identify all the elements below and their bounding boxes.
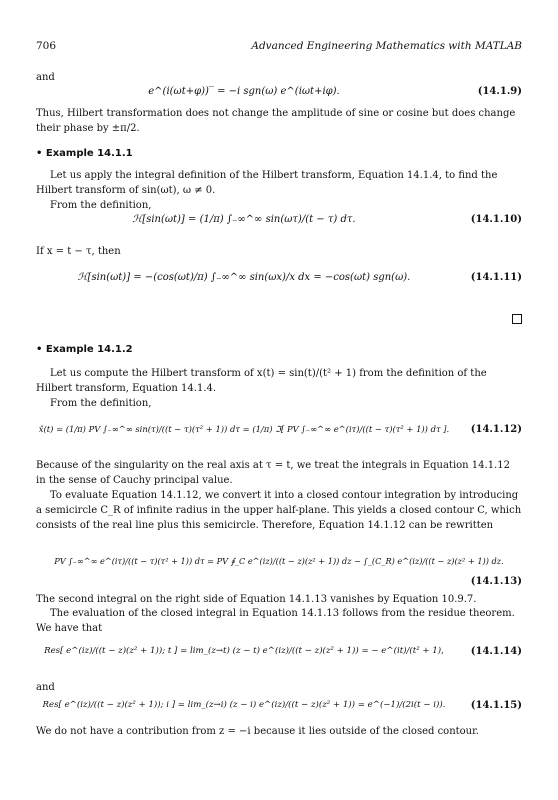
paragraph: and	[36, 72, 55, 83]
equation-body: Res[ e^(iz)/((t − z)(z² + 1)); i ] = lim_(z→i) (z − i) e^(iz)/((t − z)(z² + 1)) = e^(−1)/(2i(t − i)).	[42, 700, 446, 710]
paragraph: The evaluation of the closed integral in Equation 14.1.13 follows from the residue theorem. We have that	[36, 608, 515, 634]
equation-body: Res[ e^(iz)/((t − z)(z² + 1)); t ] = lim_(z→t) (z − t) e^(iz)/((t − z)(z² + 1)) = − e^(it)/(t² + 1),	[44, 646, 444, 656]
equation-number: (14.1.12)	[470, 424, 522, 435]
equation-14-1-12	[36, 424, 522, 442]
equation-14-1-11	[36, 272, 522, 290]
paragraph: From the definition,	[50, 200, 152, 211]
running-header	[36, 40, 522, 56]
paragraph: If x = t − τ, then	[36, 246, 121, 257]
paragraph: Let us apply the integral definition of the Hilbert transform, Equation 14.1.4, to find the Hilbert transform of sin(ωt), ω ≠ 0.	[36, 170, 498, 196]
equation-number: (14.1.15)	[470, 700, 522, 711]
example-heading: • Example 14.1.2	[36, 344, 133, 355]
equation-14-1-10	[36, 214, 522, 232]
qed-symbol	[512, 314, 522, 324]
equation-14-1-13	[36, 556, 522, 587]
paragraph: To evaluate Equation 14.1.12, we convert it into a closed contour integration by introducing a semicircle C_R of infinite radius in the upper half-plane. This yields a closed contour C, which consists of the real line plus this semicircle. Therefore, Equation 14.1.12 can be rewritten	[36, 490, 522, 531]
paragraph: We do not have a contribution from z = −i because it lies outside of the closed contour.	[36, 726, 479, 737]
equation-body: ℋ[sin(ωt)] = (1/π) ∫₋∞^∞ sin(ωτ)/(t − τ) dτ.	[132, 214, 356, 225]
equation-number: (14.1.11)	[470, 272, 522, 283]
paragraph: The second integral on the right side of Equation 14.1.13 vanishes by Equation 10.9.7.	[36, 594, 477, 605]
paragraph: From the definition,	[50, 398, 152, 409]
equation-body: e^(i(ωt+φ))‾ = −i sgn(ω) e^(iωt+iφ).	[148, 86, 340, 97]
example-heading: • Example 14.1.1	[36, 148, 133, 159]
equation-body: x̂(t) = (1/π) PV ∫₋∞^∞ sin(τ)/((t − τ)(τ² + 1)) dτ = (1/π) ℑ[ PV ∫₋∞^∞ e^(iτ)/((t − τ)(τ² + 1)) dτ ].	[38, 424, 450, 434]
equation-number: (14.1.14)	[470, 646, 522, 657]
page-number: 706	[36, 40, 57, 52]
equation-number: (14.1.10)	[470, 214, 522, 225]
equation-14-1-15	[36, 700, 522, 718]
paragraph: Let us compute the Hilbert transform of x(t) = sin(t)/(t² + 1) from the definition of the Hilbert transform, Equation 14.1.4.	[36, 368, 487, 394]
paragraph: and	[36, 682, 55, 693]
equation-number: (14.1.13)	[470, 576, 522, 587]
equation-14-1-9	[36, 86, 522, 104]
equation-14-1-14	[36, 646, 522, 664]
equation-body: PV ∫₋∞^∞ e^(iτ)/((t − τ)(τ² + 1)) dτ = PV ∮_C e^(iz)/((t − z)(z² + 1)) dz − ∫_(C_R) e^(iz)/((t − z)(z² + 1)) dz.	[54, 556, 504, 566]
paragraph: Thus, Hilbert transformation does not change the amplitude of sine or cosine but does change their phase by ±π/2.	[36, 108, 516, 134]
equation-number: (14.1.9)	[477, 86, 522, 97]
book-title: Advanced Engineering Mathematics with MATLAB	[251, 40, 522, 52]
equation-body: ℋ[sin(ωt)] = −(cos(ωt)/π) ∫₋∞^∞ sin(ωx)/x dx = −cos(ωt) sgn(ω).	[77, 272, 411, 283]
paragraph: Because of the singularity on the real axis at τ = t, we treat the integrals in Equation 14.1.12 in the sense of Cauchy principal value.	[36, 460, 510, 486]
